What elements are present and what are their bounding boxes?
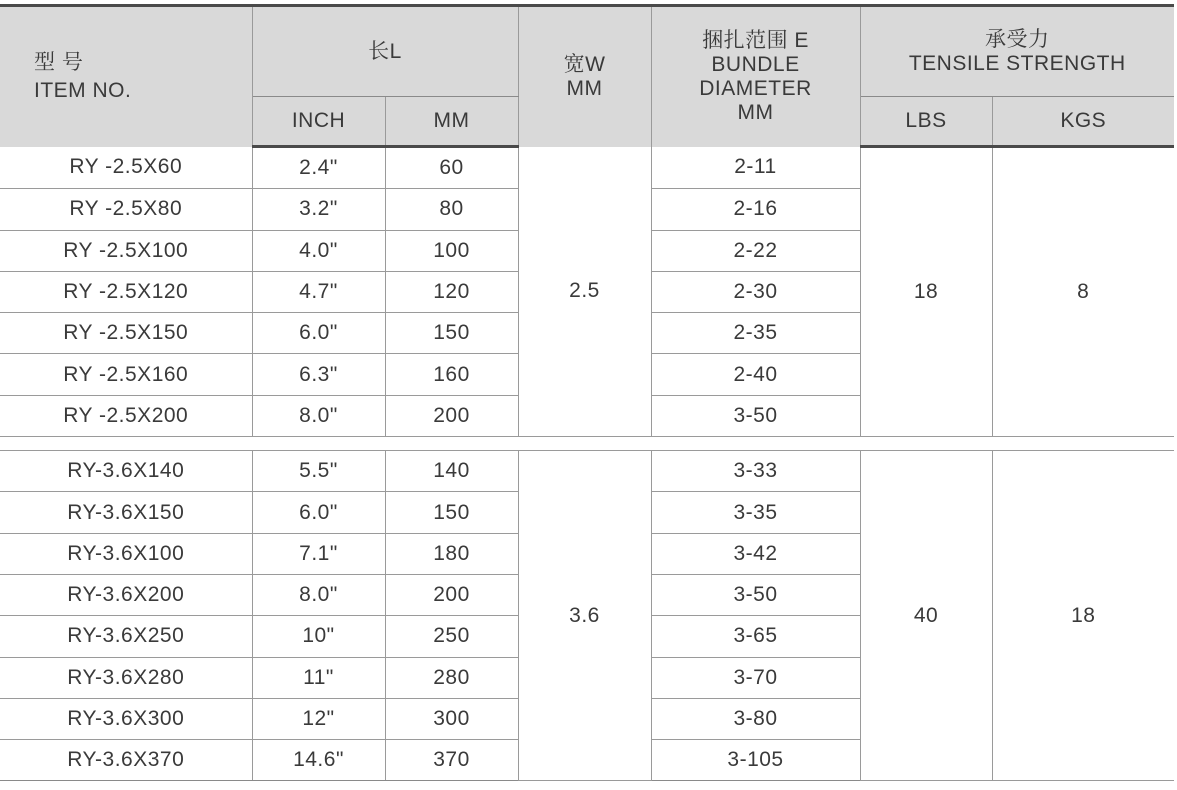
separator-cell xyxy=(0,437,1174,451)
item-no-cell: RY -2.5X100 xyxy=(0,230,252,271)
item-no-header xyxy=(0,6,252,147)
bundle-header-line1: 捆扎范围 E xyxy=(702,28,809,52)
mm-subheader: MM xyxy=(385,97,518,147)
cable-tie-spec-table xyxy=(0,4,1174,781)
group-2-5 xyxy=(0,147,1174,437)
bundle-diameter-cell: 3-65 xyxy=(651,616,860,657)
length-mm-cell: 200 xyxy=(385,574,518,615)
item-no-cell: RY-3.6X250 xyxy=(0,616,252,657)
length-mm-cell: 300 xyxy=(385,698,518,739)
tensile-lbs-cell: 40 xyxy=(860,451,992,781)
bundle-diameter-cell: 2-40 xyxy=(651,354,860,395)
bundle-diameter-header xyxy=(651,6,860,147)
tensile-header-cn: 承受力 xyxy=(985,27,1050,51)
length-inch-cell: 5.5" xyxy=(252,451,385,492)
length-inch-cell: 3.2" xyxy=(252,189,385,230)
bundle-diameter-cell: 2-22 xyxy=(651,230,860,271)
length-mm-cell: 250 xyxy=(385,616,518,657)
item-no-cell: RY-3.6X200 xyxy=(0,574,252,615)
tensile-kgs-cell: 8 xyxy=(992,147,1174,437)
bundle-diameter-cell: 2-16 xyxy=(651,189,860,230)
item-no-header-en: ITEM NO. xyxy=(34,78,132,102)
length-mm-cell: 150 xyxy=(385,313,518,354)
bundle-diameter-cell: 2-11 xyxy=(651,147,860,189)
length-inch-cell: 8.0" xyxy=(252,574,385,615)
table-row xyxy=(0,147,1174,189)
table-header xyxy=(0,6,1174,147)
item-no-cell: RY-3.6X150 xyxy=(0,492,252,533)
tensile-strength-header xyxy=(860,6,1174,97)
length-mm-cell: 180 xyxy=(385,533,518,574)
bundle-diameter-cell: 2-30 xyxy=(651,271,860,312)
length-mm-cell: 80 xyxy=(385,189,518,230)
length-mm-cell: 60 xyxy=(385,147,518,189)
bundle-diameter-cell: 3-35 xyxy=(651,492,860,533)
item-no-cell: RY -2.5X80 xyxy=(0,189,252,230)
item-no-cell: RY-3.6X280 xyxy=(0,657,252,698)
item-no-cell: RY-3.6X100 xyxy=(0,533,252,574)
bundle-diameter-cell: 3-50 xyxy=(651,395,860,436)
item-no-header-cn: 型 号 xyxy=(34,50,84,74)
length-mm-cell: 200 xyxy=(385,395,518,436)
length-inch-cell: 2.4" xyxy=(252,147,385,189)
bundle-diameter-cell: 3-80 xyxy=(651,698,860,739)
length-mm-cell: 150 xyxy=(385,492,518,533)
table-row xyxy=(0,451,1174,492)
bundle-diameter-cell: 3-42 xyxy=(651,533,860,574)
width-cell: 3.6 xyxy=(518,451,651,781)
width-header-unit: MM xyxy=(566,76,603,100)
length-mm-cell: 120 xyxy=(385,271,518,312)
width-cell: 2.5 xyxy=(518,147,651,437)
bundle-diameter-cell: 3-33 xyxy=(651,451,860,492)
bundle-diameter-cell: 3-50 xyxy=(651,574,860,615)
length-inch-cell: 12" xyxy=(252,698,385,739)
bundle-diameter-cell: 2-35 xyxy=(651,313,860,354)
length-inch-cell: 10" xyxy=(252,616,385,657)
item-no-cell: RY -2.5X200 xyxy=(0,395,252,436)
tensile-header-en: TENSILE STRENGTH xyxy=(908,51,1126,75)
width-header xyxy=(518,6,651,147)
length-mm-cell: 160 xyxy=(385,354,518,395)
item-no-cell: RY-3.6X370 xyxy=(0,740,252,781)
item-no-cell: RY -2.5X160 xyxy=(0,354,252,395)
item-no-cell: RY-3.6X300 xyxy=(0,698,252,739)
length-mm-cell: 370 xyxy=(385,740,518,781)
kgs-subheader: KGS xyxy=(992,97,1174,147)
length-inch-cell: 4.0" xyxy=(252,230,385,271)
length-inch-cell: 4.7" xyxy=(252,271,385,312)
item-no-cell: RY -2.5X60 xyxy=(0,147,252,189)
tensile-lbs-cell: 18 xyxy=(860,147,992,437)
length-mm-cell: 100 xyxy=(385,230,518,271)
bundle-header-line4: MM xyxy=(737,100,774,124)
group-3-6 xyxy=(0,451,1174,781)
length-mm-cell: 140 xyxy=(385,451,518,492)
width-header-cn: 宽W xyxy=(563,52,606,76)
item-no-cell: RY -2.5X150 xyxy=(0,313,252,354)
length-header: 长L xyxy=(252,6,518,97)
lbs-subheader: LBS xyxy=(860,97,992,147)
length-inch-cell: 7.1" xyxy=(252,533,385,574)
length-inch-cell: 8.0" xyxy=(252,395,385,436)
bundle-diameter-cell: 3-70 xyxy=(651,657,860,698)
length-inch-cell: 14.6" xyxy=(252,740,385,781)
tensile-kgs-cell: 18 xyxy=(992,451,1174,781)
item-no-cell: RY-3.6X140 xyxy=(0,451,252,492)
bundle-header-line2: BUNDLE xyxy=(711,52,800,76)
item-no-cell: RY -2.5X120 xyxy=(0,271,252,312)
length-inch-cell: 6.0" xyxy=(252,492,385,533)
bundle-header-line3: DIAMETER xyxy=(699,76,812,100)
length-inch-cell: 6.0" xyxy=(252,313,385,354)
group-separator xyxy=(0,437,1174,451)
inch-subheader: INCH xyxy=(252,97,385,147)
bundle-diameter-cell: 3-105 xyxy=(651,740,860,781)
length-inch-cell: 6.3" xyxy=(252,354,385,395)
length-inch-cell: 11" xyxy=(252,657,385,698)
length-mm-cell: 280 xyxy=(385,657,518,698)
